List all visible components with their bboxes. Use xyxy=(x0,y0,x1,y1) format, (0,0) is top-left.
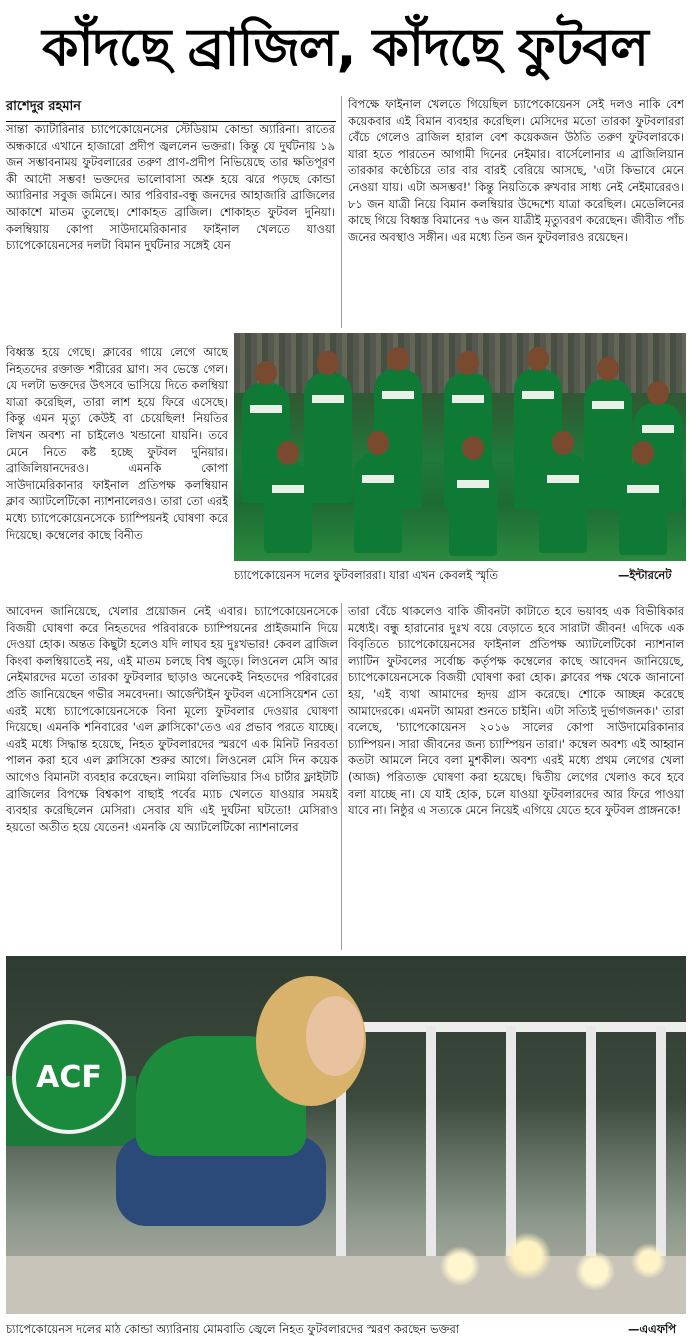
vigil-photo xyxy=(6,956,686,1314)
mourner-figure xyxy=(306,996,364,1076)
player-figure xyxy=(354,453,402,553)
photo-credit: —এএফপি xyxy=(628,1322,677,1336)
photo-caption: চ্যাপেকোয়েনস দলের ফুটবলাররা। যারা এখন কেবলই স্মৃতি xyxy=(234,568,498,582)
player-figure xyxy=(449,458,497,556)
candle-lights xyxy=(406,1206,676,1306)
byline: রাশেদুর রহমান xyxy=(6,97,336,122)
article-paragraph: তারা বেঁচে থাকলেও বাকি জীবনটা কাটাতে হবে ভয়াবহ এক বিভীষিকার মধ্যেই। বন্ধু হারানোর দুঃখ বয়ে বেড়াতে হবে সারাটা জীবন! এদিকে এক বিবৃতিতে চ্যাপেকোয়েনসের ফাইনাল প্রতিপক্ষ অ্যাটলেটিকো ন্যাশনাল ল্যাটিন ফুটবলের সর্বোচ্চ কর্তৃপক্ষ কম্বেলের কাছে আবেদন জানিয়েছে, চ্যাপেকোয়েনসেকে বিজয়ী ঘোষণা করা হোক। ক্লাবের পক্ষ থেকে জানানো হয়, 'এই ব্যথা আমাদের হৃদয় গ্রাস করেছে। শোকে আচ্ছন্ন করেছে আমাদেরকে। এমনটা আমরা শুনতে চাইনি। এটা সত্যিই দুর্ভাগজনক।' তারা বলেছে, 'চ্যাপেকোয়েনস ২০১৬ সালের কোপা সাউদামেরিকানার চ্যাম্পিয়ন। সারা জীবনের জন্য চ্যাম্পিয়ন তারা।' কম্বেল অবশ্য এই আহ্বান কতটা আমলে নিবে বলা মুশকীল। অবশ্য এরই মধ্যে প্রথম লেগের খেলা (আজ) পরিত্যক্ত ঘোষণা করা হয়েছে। দ্বিতীয় লেগের খেলাও কবে হবে বলা যাচ্ছে না। যে যাই হোক, চলে যাওয়া ফুটবলারদের আর ফিরে পাওয়া যাবে না। নিষ্ঠুর এ সত্যকে মেনে নিয়েই এগিয়ে যেতে হবে ফুটবল প্রাঙ্গনকে! xyxy=(348,604,684,818)
article-column-1-wrap xyxy=(6,344,228,603)
player-figure xyxy=(539,453,587,553)
article-paragraph: বিধ্বস্ত হয়ে গেছে। ক্লাবের গায়ে লেগে আছে নিহতদের রক্তাক্ত শরীরের ঘ্রাণ। সব ভেস্তে গেল। যে দলটা ভক্তদের উৎসবে ভাসিয়ে দিতে কলম্বিয়া যাত্রা করেছিল, তারা লাশ হয়ে ফিরে এসেছে। কিন্তু এমন মৃত্যু কেউই বা চেয়েছিল! নিয়তির লিখন অবশ্য না চাইলেও খন্ডানো যায়নি। তবে মেনে নিতে কষ্ট হচ্ছে ফুটবল দুনিয়ার। ব্রাজিলিয়ানদেরও। এমনকি কোপা সাউদামেরিকানার ফাইনাল প্রতিপক্ষ কলম্বিয়ান ক্লাব অ্যাটলেটিকো ন্যাশনালেরও। তারা তো এরই মধ্যে চ্যাপেকোয়েনসেকে চ্যাম্পিয়নই ঘোষণা করে দিয়েছে। কম্বেলের কাছে বিনীত xyxy=(6,345,228,542)
headline: কাঁদছে ব্রাজিল, কাঁদছে ফুটবল xyxy=(42,17,648,78)
column-divider xyxy=(341,603,342,950)
photo-caption: চ্যাপেকোয়েনস দলের মাঠ কোন্ডা অ্যারিনায় মোমবাতি জ্বেলে নিহত ফুটবলারদের স্মরণ করছেন ভক্তরা xyxy=(6,1322,460,1336)
team-photo xyxy=(234,333,686,561)
article-column-1 xyxy=(6,121,335,344)
article-column-4 xyxy=(348,603,684,950)
photo-credit: —ইন্টারনেট xyxy=(618,568,672,582)
column-divider xyxy=(341,96,342,328)
article-paragraph: বিপক্ষে ফাইনাল খেলতে গিয়েছিল চ্যাপেকোয়েনস সেই দলও নাকি বেশ কয়েকবার এই বিমান ব্যবহার করেছিল। মেসিদের মতো তারকা ফুটবলাররা বেঁচে গেলেও ব্রাজিল হারাল বেশ কয়েকজন উঠতি তরুণ ফুটবলারকে। যারা হতে পারতেন আগামী দিনের নেইমার। বার্সেলোনার এ ব্রাজিলিয়ান তারকার কণ্ঠেচিরে তার বার বারই বেরিয়ে আসছে, 'এটা কিভাবে মেনে নেওয়া যায়। এটা অসম্ভব!' কিন্তু নিয়তিকে রুখবার সাধ্য নেই নেইমারেরও। ৮১ জন যাত্রী নিয়ে বিমান কলম্বিয়ার উদ্দেশ্যে যাত্রা করেছিল। মেডেলিনের কাছে গিয়ে বিধ্বস্ত বিমানের ৭৬ জন যাত্রীই মৃত্যুবরণ করেছেন। জীবীত পাঁচ জনের অবস্থাও সঙ্গীন। এর মধ্যে তিন জন ফুটবলারও রয়েছেন। xyxy=(348,97,684,244)
article-paragraph: আবেদন জানিয়েছে, খেলার প্রয়োজন নেই এবার। চ্যাপেকোয়েনসেকে বিজয়ী ঘোষণা করে নিহতদের পরিবারকে চ্যাম্পিয়নের প্রাইজমানি দিয়ে দেওয়া হোক। অন্তত কিছুটা হলেও যদি লাঘব হয় দুঃখভার! কেবল ব্রাজিল কিংবা কলম্বিয়াতেই নয়, এই মাতম চলছে বিশ্ব জুড়ে। লিওনেল মেসি আর নেইমারদের মতো তারকা ফুটবলার ছাড়াও অনেকেই নিহতদের পরিবারের প্রতি জানিয়েছেন গভীর সমবেদনা। আর্জেন্টাইন ফুটবল এসোসিয়েশন তো এরই মধ্যে চ্যাপেকোয়েনসেকে বিনা মূল্যে ফুটবলার দেওয়ার ঘোষণা দিয়েছে। এমনকি শনিবারের 'এল ক্লাসিকো'তেও এর প্রভাব পরতে যাচ্ছে। এরই মধ্যে সিদ্ধান্ত হয়েছে, নিহত ফুটবলারদের স্মরণে এক মিনিট নিরবতা পালন করা হবে এল ক্লাসিকো শুরুর আগে। লিওনেল মেসি দিন কয়েক আগেও বিমানটা ব্যবহার করেছেন। লামিয়া বলিভিয়ার সিএ চার্টার ফ্লাইটটি ব্রাজিলের বিপক্ষে বিশ্বকাপ বাছাই পর্বের ম্যাচ খেলতে যাওয়ার সময়ই ব্যবহার করেছিলেন মেসিরা। সেবার যদি এই দুর্ঘটনা ঘটতো! মেসিরাও হয়তো অতীত হয়ে যেতেন! এমনকি যে অ্যাটলেটিকো ন্যাশনালের xyxy=(6,604,338,834)
club-badge-icon: ACF xyxy=(12,1020,126,1134)
player-figure xyxy=(619,463,667,555)
article-column-3 xyxy=(6,603,338,950)
player-figure xyxy=(264,463,312,553)
article-paragraph: সান্তা ক্যাটারিনার চ্যাপেকোয়েনসের স্টেডিয়াম কোন্ডা অ্যারিনা। রাতের অন্ধকারে এখানে হাজারো প্রদীপ জ্বললেন ভক্তরা। কিন্তু যে দুর্ঘটনায় ১৯ জন সম্ভাবনাময় ফুটবলারের তরুণ প্রাণ-প্রদীপ নিভিয়েছে তার ক্ষতিপূরণ কী আদৌ সম্ভব! ভক্তদের ভালোবাসা অশ্রু হয়ে ঝরে পড়ছে কোন্ডা অ্যারিনার সবুজ জমিনে। আর পরিবার-বন্ধু জনদের আহাজারি ব্রাজিলের আকাশে মাতম তুলেছে। শোকাহত ব্রাজিল। শোকাহত ফুটবল দুনিয়া। কলম্বিয়ায় কোপা সাউদামেরিকানার ফাইনাল খেলতে যাওয়া চ্যাপেকোয়েনসের দলটা বিমান দুর্ঘটনার সঙ্গেই যেন xyxy=(6,122,335,253)
article-column-2 xyxy=(348,96,684,322)
